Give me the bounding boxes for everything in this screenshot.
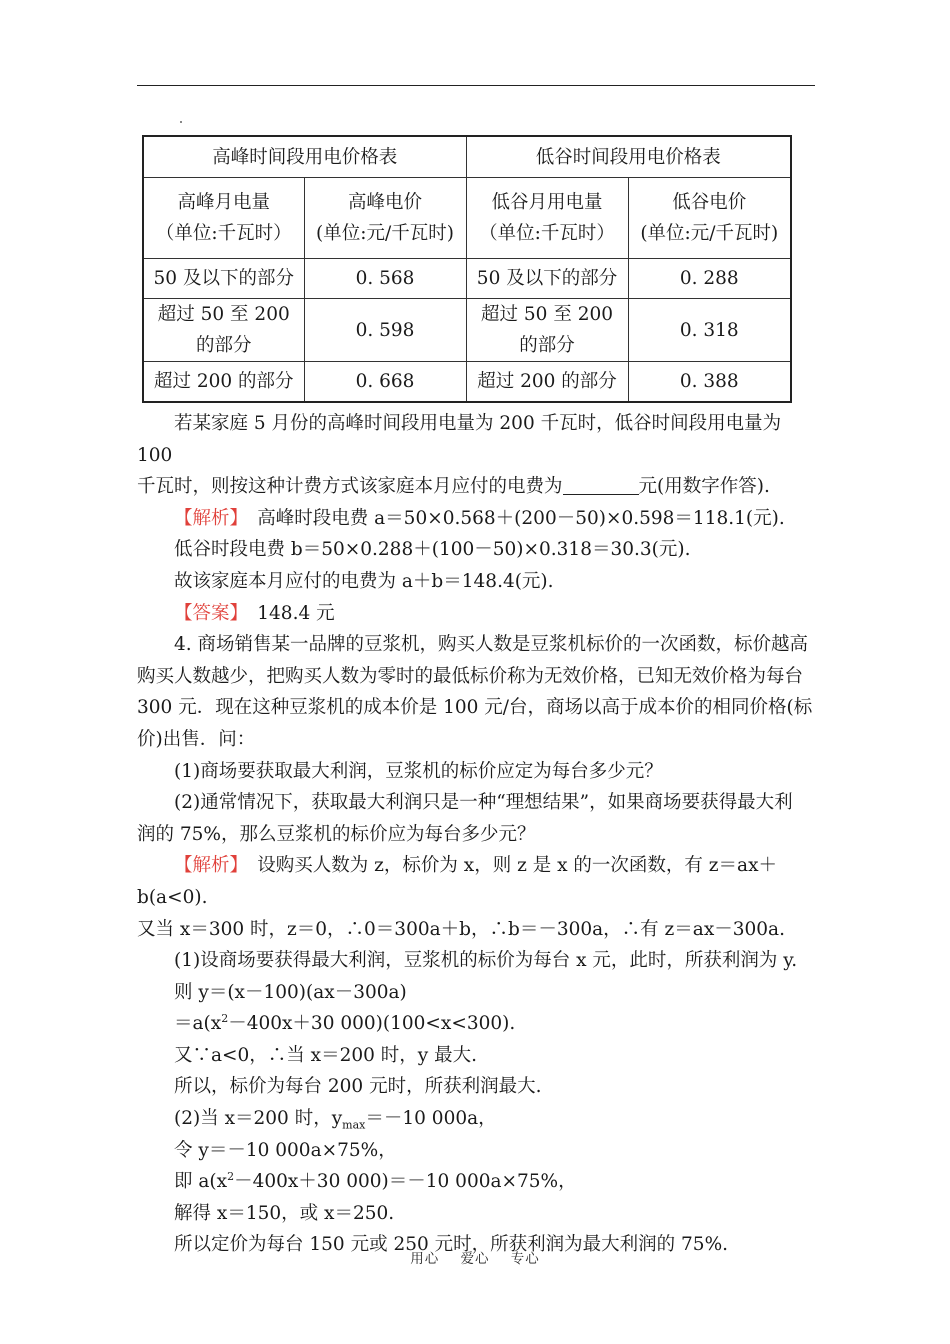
table-row — [143, 299, 791, 362]
price-table — [142, 135, 792, 403]
q4-part2: (2)通常情况下，获取最大利润只是一种“理想结果”，如果商场要获得最大利 — [174, 792, 793, 814]
q4-solution-line: 所以定价为每台 150 元或 250 元时，所获利润为最大利润的 75%. — [174, 1234, 729, 1256]
q4-solution-line: (2)当 x＝200 时，$y_{max}=-10$ 000a， — [174, 1108, 497, 1132]
col-header: 高峰电价 (单位:元/千瓦时) — [304, 178, 466, 259]
q4-solution-line: $=a(x^2-400x+30$ 000)(100<x<300). — [174, 1012, 516, 1035]
footer-word: 用心 — [410, 1251, 440, 1267]
q3-solution-line: 【解析】 高峰时段电费 a＝50×0.568＋(200－50)×0.598＝118.1(元). — [174, 507, 785, 529]
q4-text: 300 元．现在这种豆浆机的成本价是 100 元/台，商场以高于成本价的相同价格(标 — [137, 697, 813, 719]
jiexi-label: 【解析】 — [174, 855, 239, 877]
table-cell: 0. 288 — [628, 259, 791, 299]
col-header: 低谷月用电量 （单位:千瓦时） — [466, 178, 628, 259]
q3-solution-line: 故该家庭本月应付的电费为 a＋b＝148.4(元). — [174, 570, 554, 592]
table-row — [143, 259, 791, 299]
q4-text: 4. 商场销售某一品牌的豆浆机，购买人数是豆浆机标价的一次函数，标价越高 — [174, 634, 809, 656]
q3-text-cont: 千瓦时，则按这种计费方式该家庭本月应付的电费为 元(用数字作答). — [137, 476, 770, 498]
table-cell: 50 及以下的部分 — [143, 259, 304, 299]
q4-solution-line: 又当 x＝300 时，z＝0，∴0＝300a＋b，∴b＝－300a，∴有 z＝ax－300a. — [137, 918, 785, 940]
page-footer — [0, 1247, 950, 1267]
footer-word: 爱心 — [460, 1251, 490, 1267]
q4-solution-line: 则 y＝(x－100)(ax－300a) — [174, 981, 407, 1003]
q4-solution-line: 令 y＝－10 000a×75%， — [174, 1139, 397, 1161]
jiexi-label: 【解析】 — [174, 507, 239, 529]
table-cell: 超过 50 至 200 的部分 — [466, 299, 628, 362]
q4-solution-line: 即 $a(x^2-400x+30$ 000)＝－10 000a×75%， — [174, 1170, 577, 1193]
answer-label: 【答案】 — [174, 602, 239, 624]
q4-text: 价)出售．问： — [137, 728, 256, 750]
document-body — [137, 408, 817, 1261]
q4-solution-line: 又∵a<0，∴当 x＝200 时，y 最大. — [174, 1044, 478, 1066]
q3-text: 若某家庭 5 月份的高峰时间段用电量为 200 千瓦时，低谷时间段用电量为 100 — [137, 413, 782, 466]
q4-solution-line: 【解析】 设购买人数为 z，标价为 x，则 z 是 x 的一次函数，有 z＝ax＋b(a<0). — [137, 855, 778, 908]
q4-text: 购买人数越少，把购买人数为零时的最低标价称为无效价格，已知无效价格为每台 — [137, 665, 804, 687]
table-cell: 超过 200 的部分 — [466, 362, 628, 403]
table-cell: 0. 668 — [304, 362, 466, 403]
table-cell: 超过 50 至 200 的部分 — [143, 299, 304, 362]
valley-table-title: 低谷时间段用电价格表 — [466, 136, 791, 178]
table-cell: 0. 598 — [304, 299, 466, 362]
q4-solution-line: (1)设商场要获得最大利润，豆浆机的标价为每台 x 元，此时，所获利润为 y. — [174, 950, 798, 972]
col-header: 低谷电价 (单位:元/千瓦时) — [628, 178, 791, 259]
table-cell: 0. 568 — [304, 259, 466, 299]
table-cell: 超过 200 的部分 — [143, 362, 304, 403]
table-row — [143, 362, 791, 403]
footer-word: 专心 — [510, 1251, 540, 1267]
speck — [180, 121, 182, 123]
peak-table-title: 高峰时间段用电价格表 — [143, 136, 466, 178]
col-header: 高峰月电量 （单位:千瓦时） — [143, 178, 304, 259]
header-rule — [137, 85, 815, 86]
table-cell: 0. 388 — [628, 362, 791, 403]
q3-answer-line: 【答案】 148.4 元 — [174, 602, 335, 624]
table-cell: 50 及以下的部分 — [466, 259, 628, 299]
q3-solution-line: 低谷时段电费 b＝50×0.288＋(100－50)×0.318＝30.3(元). — [174, 539, 691, 561]
q4-solution-line: 解得 x＝150，或 x＝250. — [174, 1202, 395, 1224]
q4-part2-cont: 润的 75%，那么豆浆机的标价应为每台多少元？ — [137, 823, 536, 845]
q4-part1: (1)商场要获取最大利润，豆浆机的标价应定为每台多少元？ — [174, 760, 663, 782]
answer-blank — [563, 476, 639, 495]
table-cell: 0. 318 — [628, 299, 791, 362]
q4-solution-line: 所以，标价为每台 200 元时，所获利润最大. — [174, 1076, 542, 1098]
